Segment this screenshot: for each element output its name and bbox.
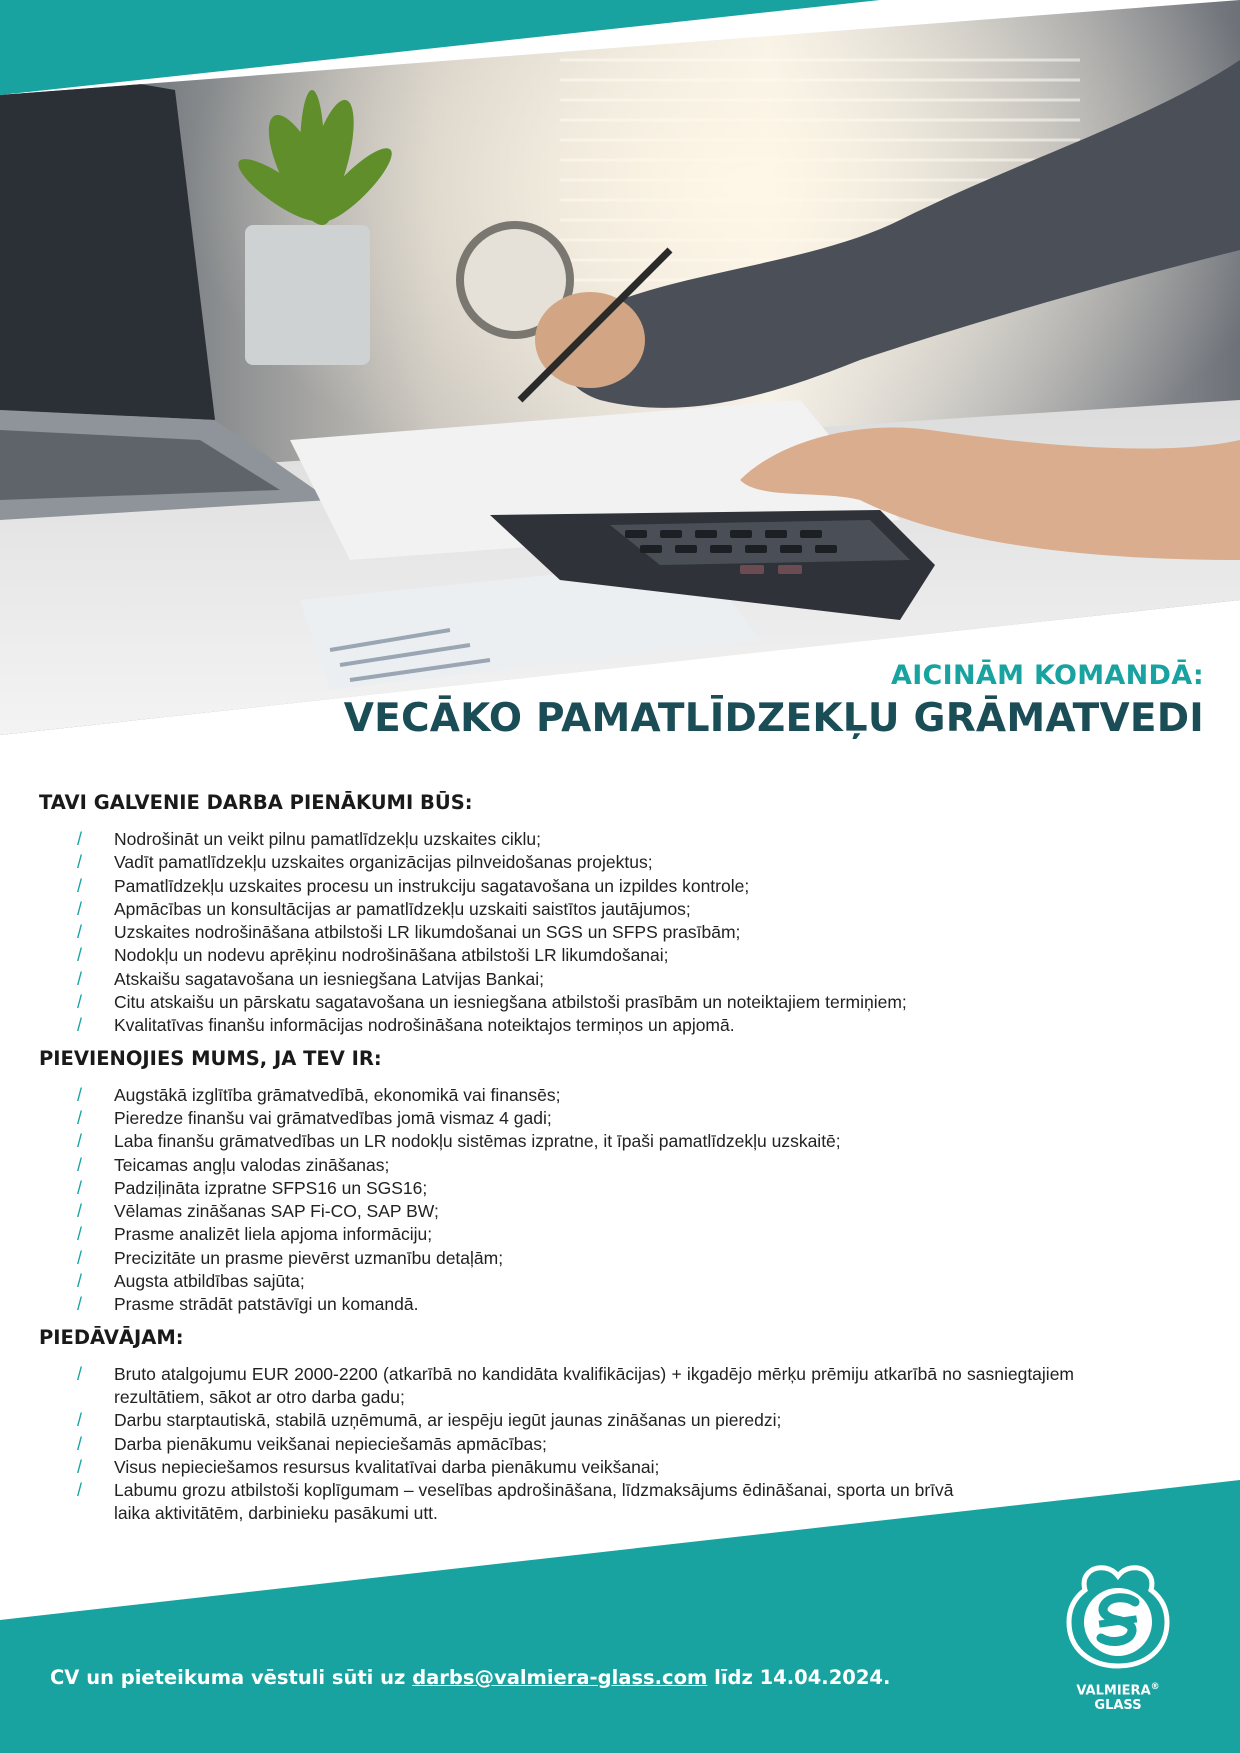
job-title: VECĀKO PAMATLĪDZEKĻU GRĀMATVEDI	[343, 696, 1204, 741]
slash-bullet-icon: /	[77, 968, 83, 989]
list-item-text: Precizitāte un prasme pievērst uzmanību detaļām;	[114, 1247, 504, 1268]
list-item	[39, 1014, 1049, 1037]
application-call-to-action	[50, 1666, 890, 1689]
list-item	[39, 1130, 1049, 1153]
list-item	[39, 1107, 1049, 1130]
section-title-offer: PIEDĀVĀJAM:	[39, 1325, 184, 1349]
logo-text-line1: VALMIERA	[1076, 1683, 1151, 1699]
list-item-text: Pieredze finanšu vai grāmatvedības jomā vismaz 4 gadi;	[114, 1107, 552, 1128]
section-title-responsibilities: TAVI GALVENIE DARBA PIENĀKUMI BŪS:	[39, 791, 473, 814]
email-link[interactable]: darbs@valmiera-glass.com	[412, 1666, 708, 1689]
slash-bullet-icon: /	[77, 852, 83, 873]
slash-bullet-icon: /	[77, 1107, 83, 1128]
responsibilities-list	[39, 828, 1049, 1038]
list-item	[39, 1409, 1049, 1432]
list-item-text: Citu atskaišu un pārskatu sagatavošana un iesniegšana atbilstoši prasībām un noteiktajiem termiņiem;	[114, 992, 907, 1013]
slash-bullet-icon: /	[77, 1154, 83, 1175]
footer-background	[0, 1480, 1240, 1753]
headline-kicker: AICINĀM KOMANDĀ:	[891, 660, 1204, 691]
slash-bullet-icon: /	[77, 1201, 83, 1222]
list-item-text: Pamatlīdzekļu uzskaites procesu un instrukciju sagatavošana un izpildes kontrole;	[114, 875, 750, 896]
list-item-text: Apmācības un konsultācijas ar pamatlīdzekļu uzskaiti saistītos jautājumos;	[114, 898, 691, 919]
slash-bullet-icon: /	[77, 1480, 83, 1501]
slash-bullet-icon: /	[77, 1131, 83, 1152]
list-item	[39, 1084, 1049, 1107]
list-item	[39, 1177, 1049, 1200]
list-item	[39, 944, 1049, 967]
list-item	[39, 1154, 1049, 1177]
list-item	[39, 1456, 1049, 1479]
list-item-text: Atskaišu sagatavošana un iesniegšana Latvijas Bankai;	[114, 968, 544, 989]
slash-bullet-icon: /	[77, 992, 83, 1013]
list-item	[39, 875, 1049, 898]
list-item-text: Nodrošināt un veikt pilnu pamatlīdzekļu uzskaites ciklu;	[114, 829, 542, 849]
list-item	[39, 1223, 1049, 1246]
slash-bullet-icon: /	[77, 1015, 83, 1036]
job-description	[39, 790, 1074, 1526]
requirements-list	[39, 1084, 1049, 1317]
list-item	[39, 991, 1049, 1014]
requirements-section	[39, 1046, 1049, 1317]
list-item-text: Laba finanšu grāmatvedības un LR nodokļu sistēmas izpratne, it īpaši pamatlīdzekļu uzskaitē;	[114, 1131, 841, 1152]
list-item-text: Kvalitatīvas finanšu informācijas nodrošināšana noteiktajos termiņos un apjomā.	[114, 1015, 735, 1036]
slash-bullet-icon: /	[77, 1247, 83, 1268]
list-item-text: Uzskaites nodrošināšana atbilstoši LR likumdošanai un SGS un SFPS prasībām;	[114, 922, 741, 943]
logo-wordmark	[1056, 1680, 1180, 1713]
list-item	[39, 898, 1049, 921]
list-item-text: Prasme strādāt patstāvīgi un komandā.	[114, 1294, 419, 1315]
list-item	[39, 968, 1049, 991]
list-item-text: Augstākā izglītība grāmatvedībā, ekonomikā vai finansēs;	[114, 1084, 561, 1105]
list-item-text: Darba pienākumu veikšanai nepieciešamās apmācības;	[114, 1433, 547, 1454]
office-accounting-photo-icon	[0, 0, 1240, 740]
responsibilities-section	[39, 790, 1049, 1038]
list-item-text: Vadīt pamatlīdzekļu uzskaites organizācijas pilnveidošanas projektus;	[114, 852, 653, 873]
list-item	[39, 1363, 1074, 1410]
list-item	[39, 1293, 1049, 1316]
slash-bullet-icon: /	[77, 1456, 83, 1477]
list-item-text: Visus nepieciešamos resursus kvalitatīvai darba pienākumu veikšanai;	[114, 1456, 660, 1477]
slash-bullet-icon: /	[77, 922, 83, 943]
logo-text-line2: GLASS	[1094, 1698, 1142, 1714]
list-item	[39, 1247, 1049, 1270]
cta-deadline: līdz 14.04.2024.	[714, 1666, 891, 1689]
slash-bullet-icon: /	[77, 1410, 83, 1431]
headline	[204, 660, 1204, 741]
hero-image	[0, 0, 1240, 740]
list-item-text: Augsta atbildības sajūta;	[114, 1271, 305, 1292]
list-item	[39, 921, 1049, 944]
list-item-text: Darbu starptautiskā, stabilā uzņēmumā, ar iespēju iegūt jaunas zināšanas un pieredzi;	[114, 1410, 782, 1431]
list-item	[39, 851, 1049, 874]
valmiera-glass-logo-icon	[1061, 1562, 1175, 1672]
list-item-text: Nodokļu un nodevu aprēķinu nodrošināšana atbilstoši LR likumdošanai;	[114, 945, 669, 966]
list-item	[39, 1433, 1049, 1456]
slash-bullet-icon: /	[77, 898, 83, 919]
list-item	[39, 1270, 1049, 1293]
list-item-text: Vēlamas zināšanas SAP Fi-CO, SAP BW;	[114, 1201, 439, 1222]
slash-bullet-icon: /	[77, 1363, 83, 1384]
registered-mark: ®	[1150, 1682, 1160, 1692]
footer-band	[0, 1480, 1240, 1753]
slash-bullet-icon: /	[77, 829, 83, 849]
slash-bullet-icon: /	[77, 1271, 83, 1292]
slash-bullet-icon: /	[77, 875, 83, 896]
list-item-text: Prasme analizēt liela apjoma informāciju;	[114, 1224, 433, 1245]
list-item	[39, 828, 1049, 851]
list-item-text: Bruto atalgojumu EUR 2000-2200 (atkarībā no kandidāta kvalifikācijas) + ikgadējo mērķu prēmiju atkarībā no sasniegtajiem rezultātiem, sākot ar otro darba gadu;	[114, 1363, 1074, 1407]
slash-bullet-icon: /	[77, 1177, 83, 1198]
cta-prefix: CV un pieteikuma vēstuli sūti uz	[50, 1666, 406, 1689]
slash-bullet-icon: /	[77, 1084, 83, 1105]
list-item	[39, 1200, 1049, 1223]
slash-bullet-icon: /	[77, 1294, 83, 1315]
section-title-requirements: PIEVIENOJIES MUMS, JA TEV IR:	[39, 1046, 382, 1070]
slash-bullet-icon: /	[77, 945, 83, 966]
slash-bullet-icon: /	[77, 1224, 83, 1245]
list-item-text: Labumu grozu atbilstoši koplīgumam – veselības apdrošināšana, līdzmaksājums ēdināšanai, sporta un brīvā laika aktivitātēm, darbinieku pasākumi utt.	[114, 1480, 954, 1524]
list-item-text: Padziļināta izpratne SFPS16 un SGS16;	[114, 1177, 428, 1198]
slash-bullet-icon: /	[77, 1433, 83, 1454]
valmiera-glass-logo	[1056, 1562, 1180, 1713]
list-item-text: Teicamas angļu valodas zināšanas;	[114, 1154, 390, 1175]
